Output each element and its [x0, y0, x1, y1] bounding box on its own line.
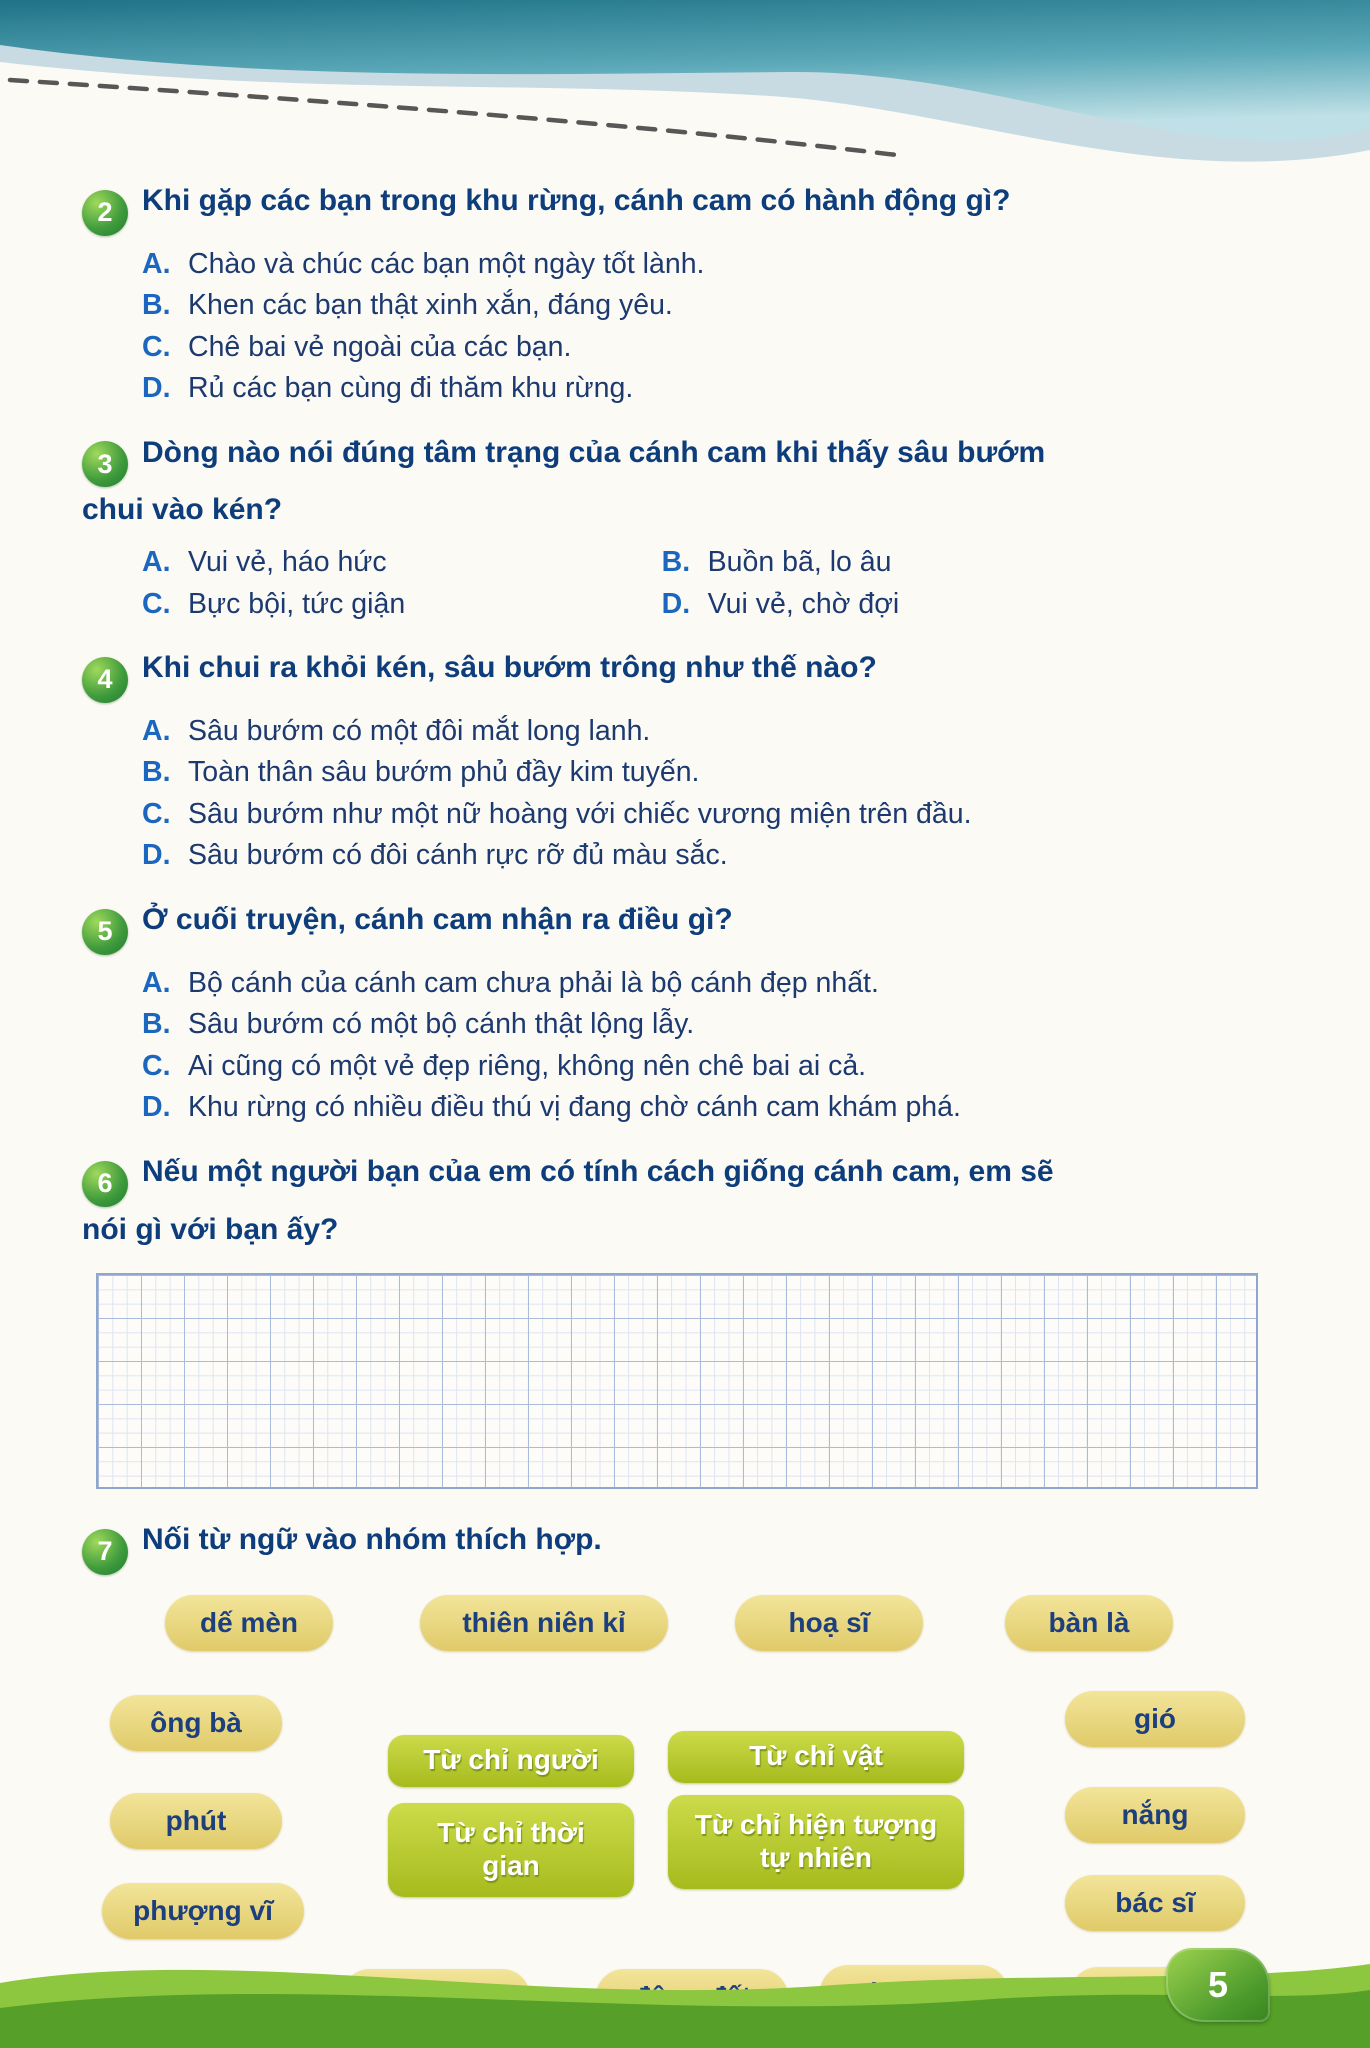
option-letter: B.: [142, 756, 171, 789]
question-7-badge: 7: [82, 1529, 128, 1575]
page-content: [0, 178, 1370, 2048]
option-d[interactable]: [662, 584, 1070, 626]
question-2: [82, 178, 1280, 410]
option-letter: D.: [142, 1091, 171, 1124]
option-text: Vui vẻ, chờ đợi: [707, 587, 900, 620]
option-text: Bực bội, tức giận: [188, 587, 406, 620]
answer-writing-grid[interactable]: [96, 1273, 1258, 1489]
header-wave-decoration: [0, 0, 1370, 190]
option-letter: C.: [142, 330, 171, 363]
question-5: [82, 897, 1280, 1129]
option-text: Rủ các bạn cùng đi thăm khu rừng.: [188, 372, 634, 405]
option-letter: A.: [142, 545, 171, 578]
option-letter: A.: [142, 247, 171, 280]
option-text: Sâu bướm như một nữ hoàng với chiếc vương miện trên đầu.: [188, 797, 972, 830]
option-d[interactable]: [142, 368, 1280, 410]
option-letter: D.: [661, 587, 691, 620]
option-letter: C.: [142, 587, 171, 620]
question-5-title: Ở cuối truyện, cánh cam nhận ra điều gì?: [142, 903, 733, 937]
option-d[interactable]: [142, 835, 1280, 877]
question-7-title: Nối từ ngữ vào nhóm thích hợp.: [142, 1523, 602, 1557]
option-a[interactable]: [142, 542, 662, 584]
option-b[interactable]: [142, 1004, 1280, 1046]
option-c[interactable]: [142, 1046, 1280, 1088]
question-4-badge: 4: [82, 657, 128, 703]
option-text: Toàn thân sâu bướm phủ đầy kim tuyến.: [188, 756, 700, 789]
word-pill-phut[interactable]: phút: [110, 1793, 282, 1849]
word-pill-gio[interactable]: gió: [1065, 1691, 1245, 1747]
question-4: [82, 645, 1280, 877]
option-text: Ai cũng có một vẻ đẹp riêng, không nên chê bai ai cả.: [188, 1049, 867, 1082]
question-3-options: [142, 542, 1070, 625]
option-text: Sâu bướm có một đôi mắt long lanh.: [188, 714, 651, 747]
question-7: [82, 1517, 1280, 1575]
question-2-badge: 2: [82, 190, 128, 236]
option-letter: A.: [142, 714, 171, 747]
question-5-badge: 5: [82, 909, 128, 955]
option-text: Chê bai vẻ ngoài của các bạn.: [188, 330, 572, 363]
word-pill-ban-la[interactable]: bàn là: [1005, 1595, 1173, 1651]
question-6: [82, 1149, 1280, 1253]
category-pill-tu-chi-vat[interactable]: Từ chỉ vật: [668, 1731, 964, 1783]
option-text: Chào và chúc các bạn một ngày tốt lành.: [188, 247, 705, 280]
option-text: Sâu bướm có đôi cánh rực rỡ đủ màu sắc.: [188, 839, 728, 872]
question-2-options: [142, 244, 1280, 410]
option-text: Sâu bướm có một bộ cánh thật lộng lẫy.: [188, 1008, 695, 1041]
option-b[interactable]: [142, 752, 1280, 794]
category-pill-hien-tuong-tu-nhien[interactable]: Từ chỉ hiện tượng tự nhiên: [668, 1795, 964, 1889]
footer-wave-decoration: [0, 1928, 1370, 2048]
question-4-title: Khi chui ra khỏi kén, sâu bướm trông như thế nào?: [142, 651, 877, 685]
word-pill-thien-nien-ki[interactable]: thiên niên kỉ: [420, 1595, 668, 1651]
question-6-title: Nếu một người bạn của em có tính cách giống cánh cam, em sẽ nói gì với bạn ấy?: [82, 1155, 1054, 1246]
option-b[interactable]: [662, 542, 1070, 584]
question-3-title: Dòng nào nói đúng tâm trạng của cánh cam khi thấy sâu bướm chui vào kén?: [82, 435, 1046, 527]
option-c[interactable]: [142, 794, 1280, 836]
option-letter: D.: [142, 839, 171, 872]
page-number-badge: 5: [1166, 1948, 1270, 2022]
question-6-badge: 6: [82, 1161, 128, 1207]
word-pill-nang[interactable]: nắng: [1065, 1787, 1245, 1843]
option-letter: B.: [142, 289, 171, 322]
option-text: Khu rừng có nhiều điều thú vị đang chờ cánh cam khám phá.: [188, 1091, 961, 1124]
question-5-options: [142, 963, 1280, 1129]
category-pill-tu-chi-nguoi[interactable]: Từ chỉ người: [388, 1735, 634, 1787]
category-pill-tu-chi-thoi-gian[interactable]: Từ chỉ thời gian: [388, 1803, 634, 1897]
question-4-options: [142, 711, 1280, 877]
option-text: Buồn bã, lo âu: [707, 545, 892, 578]
option-letter: B.: [661, 545, 691, 578]
option-text: Vui vẻ, háo hức: [188, 545, 387, 578]
word-pill-de-men[interactable]: dế mèn: [165, 1595, 333, 1651]
word-pill-hoa-si[interactable]: hoạ sĩ: [735, 1595, 923, 1651]
option-a[interactable]: [142, 963, 1280, 1005]
option-c[interactable]: [142, 327, 1280, 369]
option-letter: D.: [142, 372, 171, 405]
option-letter: C.: [142, 797, 171, 830]
option-text: Khen các bạn thật xinh xắn, đáng yêu.: [188, 289, 673, 322]
question-3: [82, 430, 1280, 625]
option-a[interactable]: [142, 244, 1280, 286]
question-3-badge: 3: [82, 441, 128, 487]
word-pill-phuong-vi[interactable]: phượng vĩ: [102, 1883, 304, 1939]
word-pill-ong-ba[interactable]: ông bà: [110, 1695, 282, 1751]
question-2-title: Khi gặp các bạn trong khu rừng, cánh cam có hành động gì?: [142, 184, 1011, 217]
option-text: Bộ cánh của cánh cam chưa phải là bộ cánh đẹp nhất.: [188, 966, 879, 999]
option-letter: A.: [142, 966, 171, 999]
option-letter: B.: [142, 1008, 171, 1041]
option-d[interactable]: [142, 1087, 1280, 1129]
option-letter: C.: [142, 1049, 171, 1082]
option-a[interactable]: [142, 711, 1280, 753]
option-c[interactable]: [142, 584, 662, 626]
option-b[interactable]: [142, 285, 1280, 327]
word-pill-bac-si[interactable]: bác sĩ: [1065, 1875, 1245, 1931]
